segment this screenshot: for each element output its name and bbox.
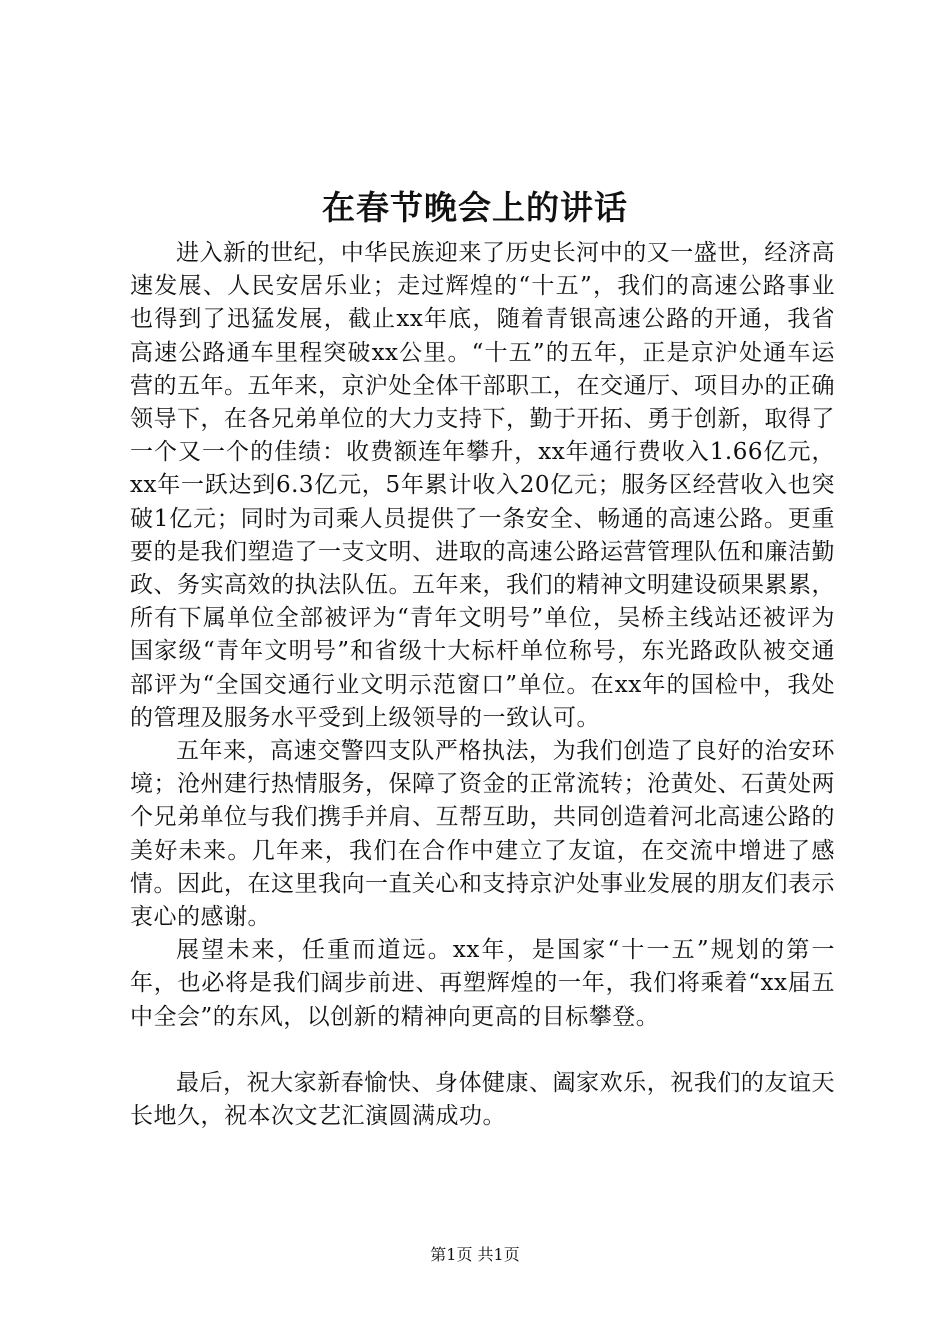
paragraph-2: 五年来，高速交警四支队严格执法，为我们创造了良好的治安环境；沧州建行热情服务，保障了资金的正常流转；沧黄处、石黄处两个兄弟单位与我们携手并肩、互帮互助，共同创造着河北高速公路的美好未来。几年来，我们在合作中建立了友谊，在交流中增进了感情。因此，在这里我向一直关心和支持京沪处事业发展的朋友们表示衷心的感谢。 (130, 738, 835, 931)
paragraph-4: 最后，祝大家新春愉快、身体健康、阖家欢乐，祝我们的友谊天长地久，祝本次文艺汇演圆满成功。 (130, 1069, 835, 1130)
document-body (130, 237, 835, 1133)
document-title: 在春节晚会上的讲话 (322, 188, 628, 227)
paragraph-3: 展望未来，任重而道远。xx年，是国家“十一五”规划的第一年，也必将是我们阔步前进、再塑辉煌的一年，我们将乘着“xx届五中全会”的东风，以创新的精神向更高的目标攀登。 (130, 937, 835, 1030)
paragraph-1: 进入新的世纪，中华民族迎来了历史长河中的又一盛世，经济高速发展、人民安居乐业；走过辉煌的“十五”，我们的高速公路事业也得到了迅猛发展，截止xx年底，随着青银高速公路的开通，我省高速公路通车里程突破xx公里。“十五”的五年，正是京沪处通车运营的五年。五年来，京沪处全体干部职工，在交通厅、项目办的正确领导下，在各兄弟单位的大力支持下，勤于开拓、勇于创新，取得了一个又一个的佳绩：收费额连年攀升，xx年通行费收入1.66亿元，xx年一跃达到6.3亿元，5年累计收入20亿元；服务区经营收入也突破1亿元；同时为司乘人员提供了一条安全、畅通的高速公路。更重要的是我们塑造了一支文明、进取的高速公路运营管理队伍和廉洁勤政、务实高效的执法队伍。五年来，我们的精神文明建设硕果累累，所有下属单位全部被评为“青年文明号”单位，吴桥主线站还被评为国家级“青年文明号”和省级十大标杆单位称号，东光路政队被交通部评为“全国交通行业文明示范窗口”单位。在xx年的国检中，我处的管理及服务水平受到上级领导的一致认可。 (130, 240, 835, 731)
page-footer: 第1页 共1页 (430, 1245, 520, 1264)
